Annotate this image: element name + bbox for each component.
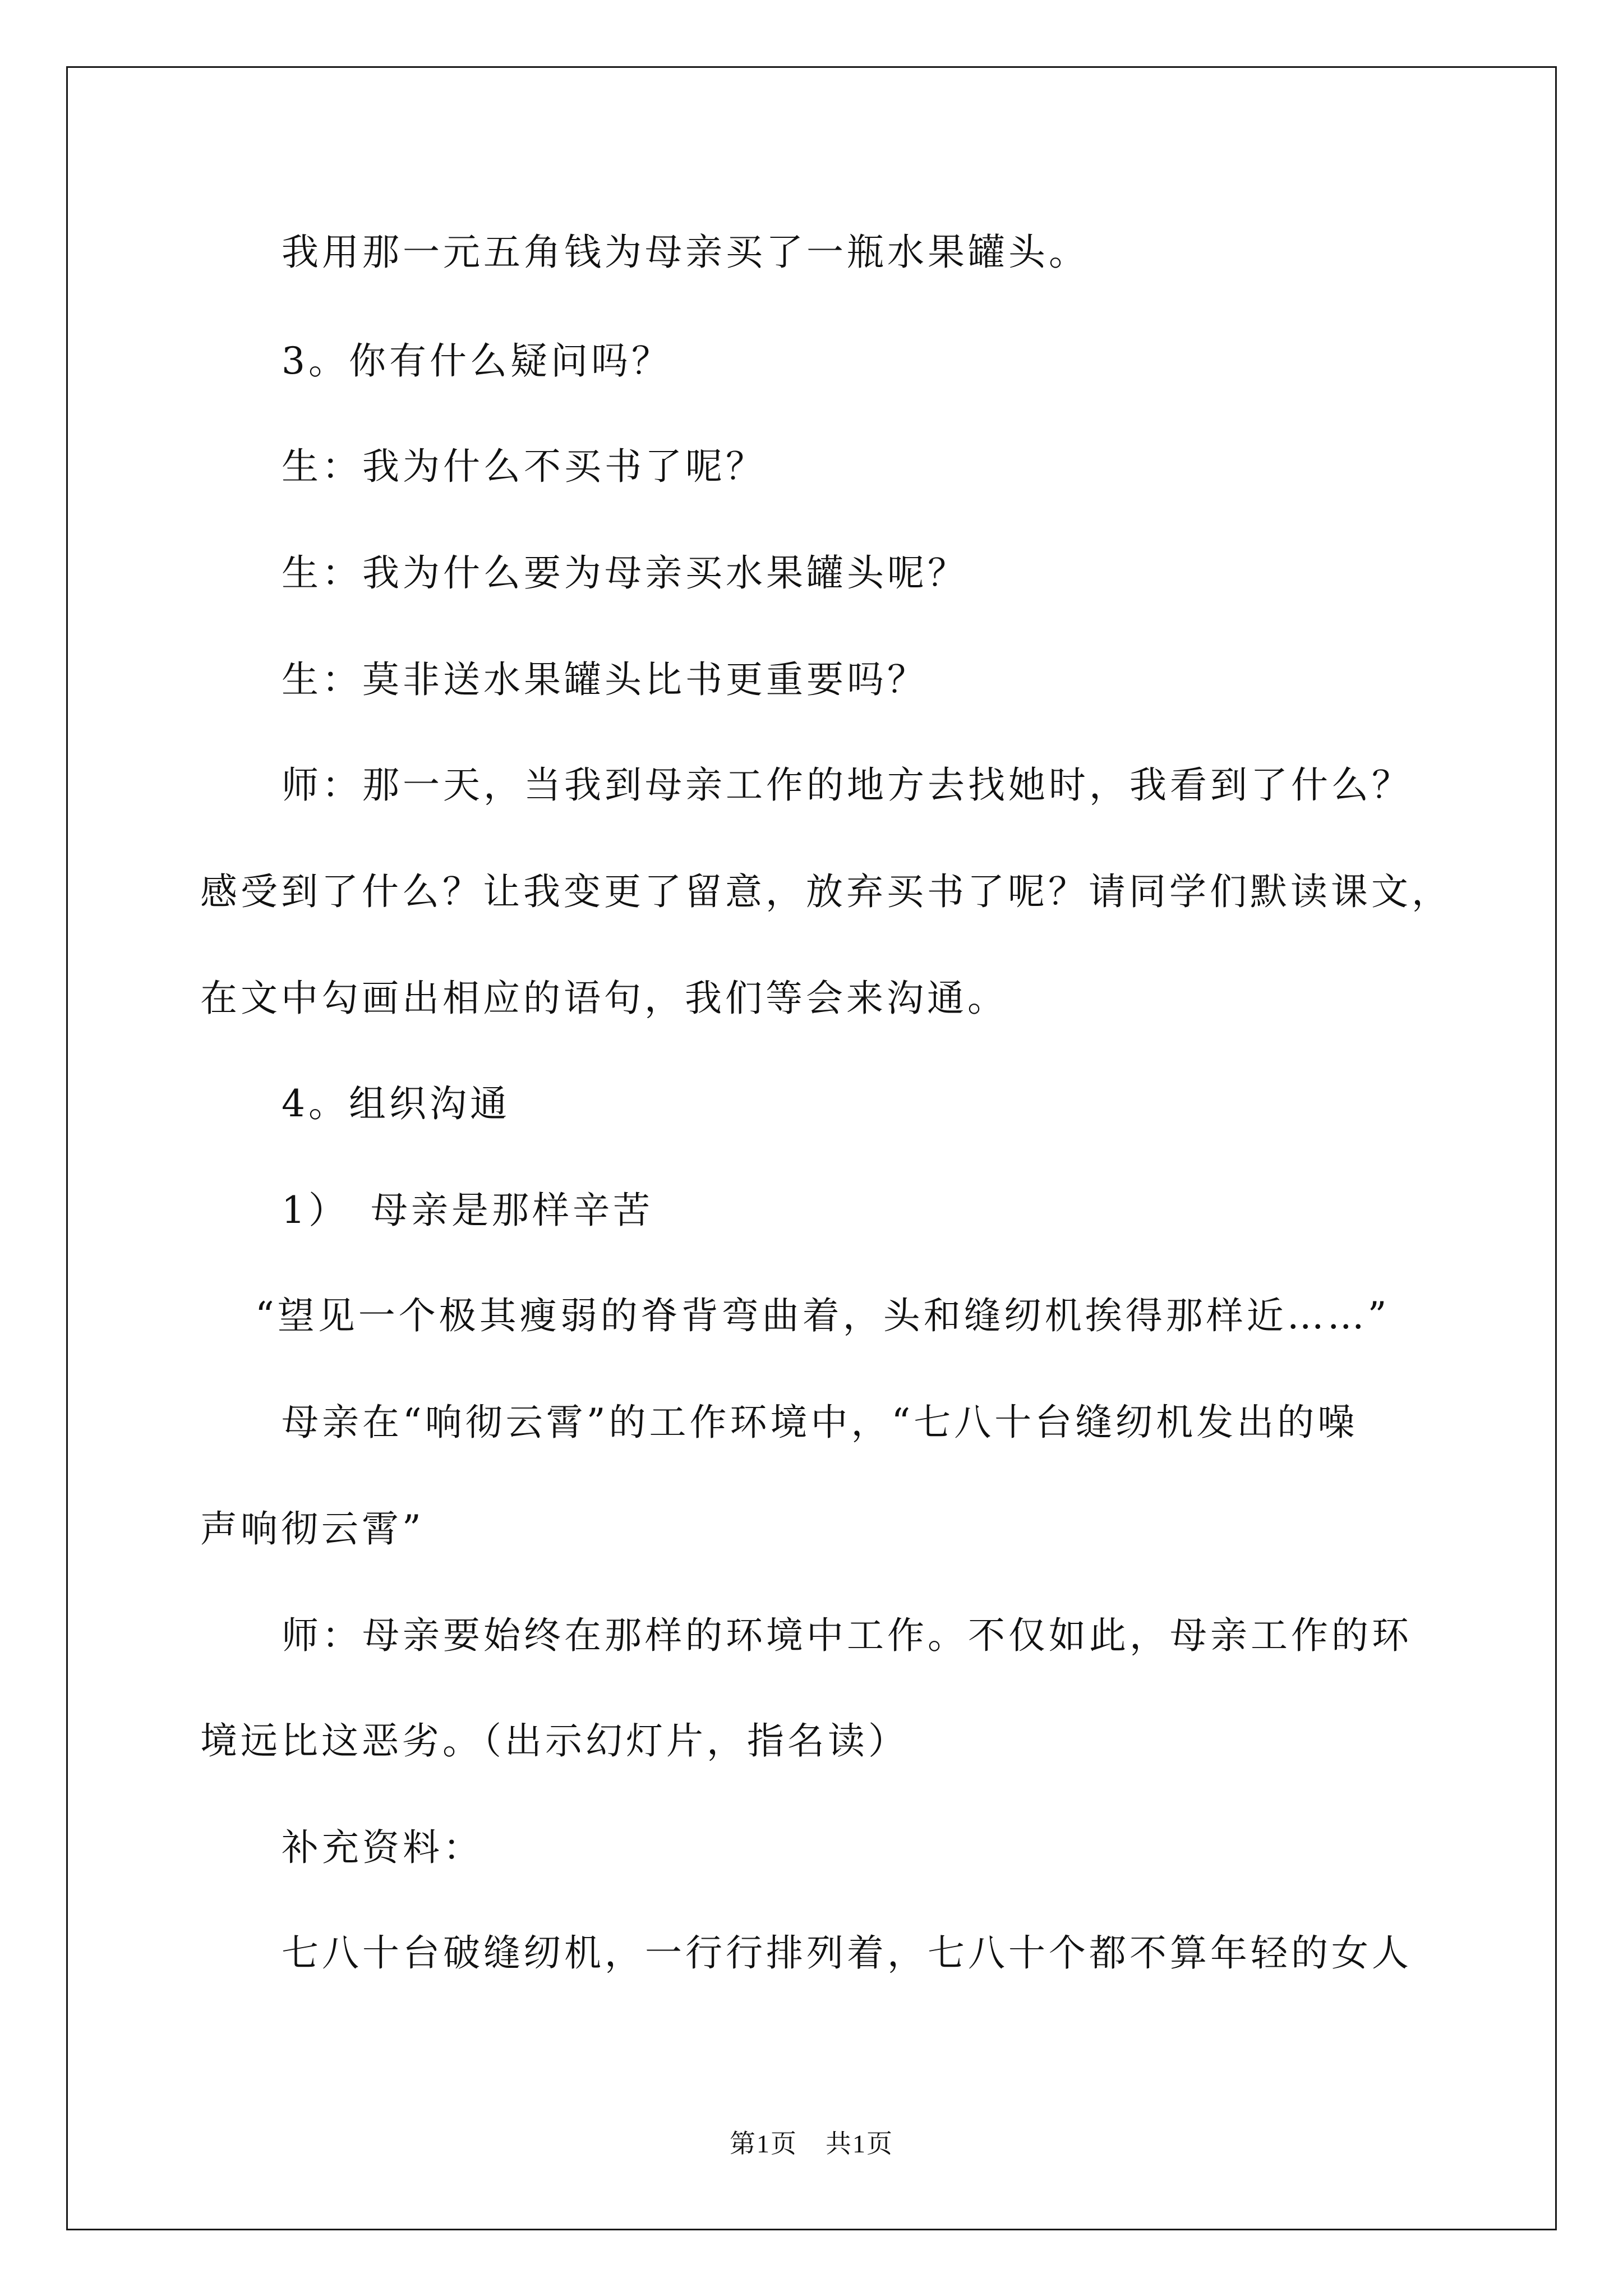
page-number: 第1页 <box>730 2129 797 2158</box>
text-line: 4。组织沟通 <box>282 1082 510 1125</box>
text-line: 生：我为什么要为母亲买水果罐头呢？ <box>282 551 968 595</box>
text-line: 在文中勾画出相应的语句，我们等会来沟通。 <box>200 977 1008 1020</box>
page-footer <box>0 2127 1623 2161</box>
text-line: 生：我为什么不买书了呢？ <box>282 445 766 488</box>
text-line: 生：莫非送水果罐头比书更重要吗？ <box>282 658 928 701</box>
text-line: 境远比这恶劣。（出示幻灯片，指名读） <box>200 1719 909 1763</box>
text-line: 补充资料： <box>282 1826 483 1869</box>
text-line: 感受到了什么？让我变更了留意，放弃买书了呢？请同学们默读课文， <box>200 870 1452 913</box>
text-line: 1） 母亲是那样辛苦 <box>282 1189 653 1232</box>
text-line: 我用那一元五角钱为母亲买了一瓶水果罐头。 <box>282 231 1089 274</box>
text-line: 声响彻云霄” <box>200 1507 425 1550</box>
text-line: 七八十台破缝纫机，一行行排列着，七八十个都不算年轻的女人 <box>282 1931 1412 1975</box>
page-border <box>66 66 1557 2230</box>
text-line: 母亲在“响彻云霄”的工作环境中，“七八十台缝纫机发出的噪 <box>282 1401 1358 1444</box>
total-pages: 共1页 <box>826 2129 893 2158</box>
text-line: 师：母亲要始终在那样的环境中工作。不仅如此，母亲工作的环 <box>282 1614 1412 1657</box>
text-line: 师：那一天，当我到母亲工作的地方去找她时，我看到了什么？ <box>282 763 1412 807</box>
text-line: “望见一个极其瘦弱的脊背弯曲着，头和缝纫机挨得那样近……” <box>255 1294 1390 1337</box>
text-line: 3。你有什么疑问吗？ <box>282 339 672 383</box>
